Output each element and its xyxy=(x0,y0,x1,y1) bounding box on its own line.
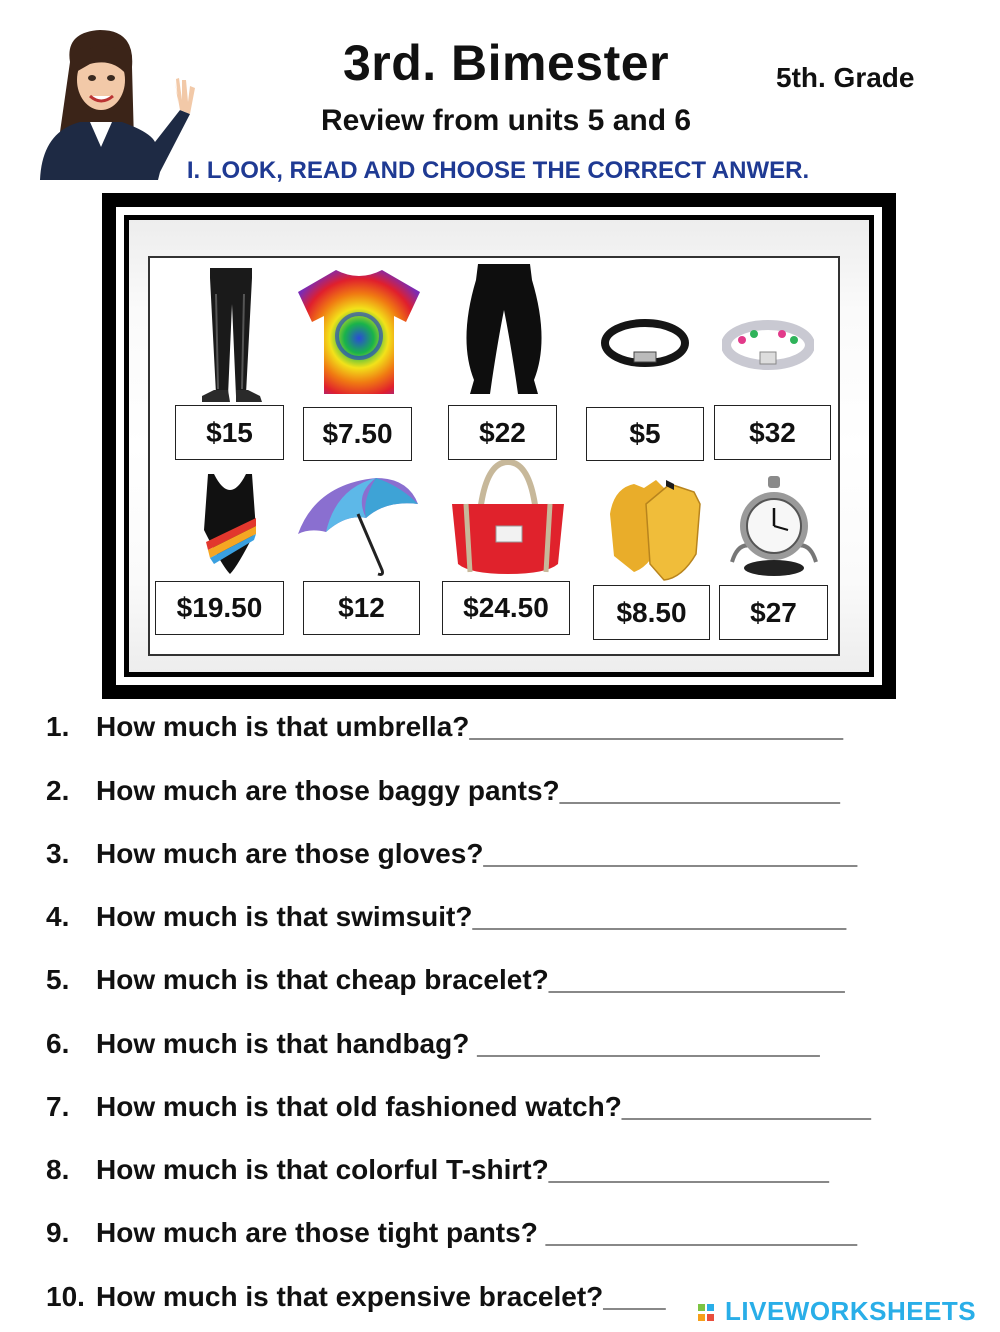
question-item: 8. How much is that colorful T-shirt?__________________ xyxy=(46,1154,829,1185)
question-item: 6. How much is that handbag? ______________________ xyxy=(46,1028,820,1059)
price-box: $8.50 xyxy=(593,585,710,640)
price-box: $5 xyxy=(586,407,704,461)
question-item: 7. How much is that old fashioned watch?________________ xyxy=(46,1091,871,1122)
question-item: 10. How much is that expensive bracelet?____ xyxy=(46,1281,666,1312)
price-box: $19.50 xyxy=(155,581,284,635)
question-text: How much is that cheap bracelet?___________________ xyxy=(96,964,845,995)
price-box: $27 xyxy=(719,585,828,640)
logo-mark-icon xyxy=(697,1302,723,1324)
cheap-bracelet-icon xyxy=(600,316,690,370)
question-item: 4. How much is that swimsuit?________________________ xyxy=(46,901,847,932)
umbrella-icon xyxy=(296,474,420,578)
swimsuit-icon xyxy=(198,470,262,580)
question-text: How much are those gloves?________________________ xyxy=(96,838,858,869)
tie-dye-tshirt-icon xyxy=(296,266,422,398)
question-text: How much is that swimsuit?________________________ xyxy=(96,901,847,932)
question-item: 3. How much are those gloves?________________________ xyxy=(46,838,858,869)
price-box: $12 xyxy=(303,581,420,635)
pocket-watch-icon xyxy=(730,472,818,578)
price-box: $22 xyxy=(448,405,557,460)
price-box: $15 xyxy=(175,405,284,460)
baggy-pants-icon xyxy=(460,260,548,400)
grade-label: 5th. Grade xyxy=(776,62,915,93)
page-subtitle: Review from units 5 and 6 xyxy=(320,104,692,137)
question-item: 2. How much are those baggy pants?__________________ xyxy=(46,775,840,806)
question-text: How much is that handbag? ______________________ xyxy=(96,1028,820,1059)
price-box: $24.50 xyxy=(442,581,570,635)
instruction-text: I. LOOK, READ AND CHOOSE THE CORRECT ANWER. xyxy=(186,157,810,184)
question-text: How much is that old fashioned watch?________________ xyxy=(96,1091,871,1122)
price-box: $7.50 xyxy=(303,407,412,461)
liveworksheets-logo: LIVEWORKSHEETS xyxy=(697,1296,976,1327)
question-text: How much is that colorful T-shirt?__________________ xyxy=(96,1154,829,1185)
question-text: How much is that expensive bracelet?____ xyxy=(96,1281,666,1312)
expensive-bracelet-icon xyxy=(722,318,814,372)
question-item: 9. How much are those tight pants? ____________________ xyxy=(46,1217,858,1248)
question-item: 5. How much is that cheap bracelet?___________________ xyxy=(46,964,845,995)
question-text: How much is that umbrella?________________________ xyxy=(96,711,844,742)
question-text: How much are those baggy pants?__________________ xyxy=(96,775,840,806)
tight-pants-icon xyxy=(196,264,266,404)
gloves-icon xyxy=(604,474,706,584)
question-text: How much are those tight pants? ____________________ xyxy=(96,1217,858,1248)
page-title: 3rd. Bimester xyxy=(342,35,670,91)
handbag-icon xyxy=(446,460,570,578)
question-item: 1. How much is that umbrella?________________________ xyxy=(46,711,844,742)
price-box: $32 xyxy=(714,405,831,460)
